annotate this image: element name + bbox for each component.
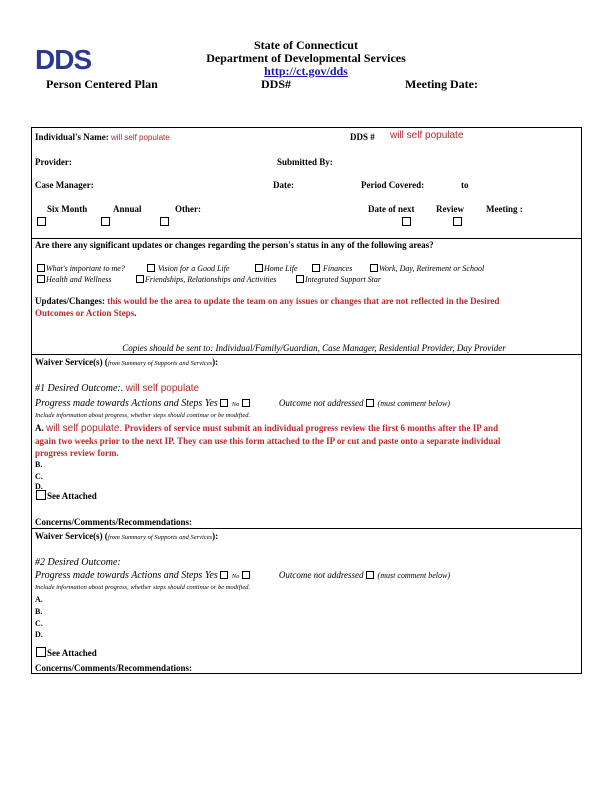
checkbox[interactable] <box>312 264 320 272</box>
area-checkbox[interactable] <box>37 275 111 284</box>
dds-number-label: DDS# <box>261 77 292 91</box>
name-value: will self populate <box>111 133 170 142</box>
not-addressed-checkbox[interactable] <box>366 571 374 579</box>
dds-logo: DDS <box>35 44 92 75</box>
divider <box>31 238 582 239</box>
area-label: Integrated Support Star <box>305 275 381 284</box>
six-month-label: Six Month <box>47 204 88 214</box>
outcome-1-title: #1 Desired Outcome:. will self populate <box>35 383 200 394</box>
dds-value[interactable]: will self populate <box>390 130 464 141</box>
state-title: State of Connecticut <box>254 38 358 52</box>
provider-label: Provider: <box>35 157 72 167</box>
step-c-2[interactable]: C. <box>35 619 43 628</box>
date-of-next-label: Date of next <box>368 204 415 214</box>
six-month-checkbox[interactable] <box>37 217 46 226</box>
department-title: Department of Developmental Services <box>206 51 406 65</box>
see-attached-checkbox[interactable] <box>36 647 46 657</box>
see-attached-1[interactable]: See Attached <box>36 490 97 501</box>
area-checkbox[interactable] <box>136 275 276 284</box>
a-note-3: progress review form. <box>35 448 119 458</box>
checkbox[interactable] <box>370 264 378 272</box>
case-manager-label: Case Manager: <box>35 180 94 190</box>
dds-website-link[interactable]: http://ct.gov/dds <box>264 64 348 78</box>
updates-line <box>35 296 499 306</box>
area-checkbox[interactable] <box>37 264 125 273</box>
concerns-label-2: Concerns/Comments/Recommendations: <box>35 663 192 673</box>
updates-line2: Outcomes or Action Steps. <box>35 308 137 318</box>
step-c-1[interactable]: C. <box>35 472 43 481</box>
updates-text: this would be the area to update the team on any issues or changes that are not reflected in the Desired <box>107 296 500 306</box>
area-label: Finances <box>323 264 353 273</box>
area-label: What's important to me? <box>46 264 125 273</box>
area-label: Friendships, Relationships and Activities <box>145 275 277 284</box>
area-checkbox[interactable] <box>255 264 298 273</box>
next-review-checkbox[interactable] <box>402 217 411 226</box>
see-attached-checkbox[interactable] <box>36 490 46 500</box>
area-label: Work, Day, Retirement or School <box>379 264 485 273</box>
not-addressed-checkbox[interactable] <box>366 399 374 407</box>
updates-text-2: Outcomes or Action Steps <box>35 308 135 318</box>
area-checkbox[interactable] <box>312 264 352 273</box>
area-label: Vision for a Good Life <box>158 264 230 273</box>
step-b-2[interactable]: B. <box>35 607 43 616</box>
copies-note: Copies should be sent to: Individual/Family/Guardian, Case Manager, Residential Provider, Day Provider <box>122 343 506 353</box>
date-label: Date: <box>273 180 294 190</box>
plan-title: Person Centered Plan <box>46 77 158 91</box>
checkbox[interactable] <box>37 264 45 272</box>
concerns-label-1: Concerns/Comments/Recommendations: <box>35 517 192 527</box>
other-label: Other: <box>175 204 201 214</box>
period-covered-label: Period Covered: <box>361 180 425 190</box>
annual-checkbox[interactable] <box>101 217 110 226</box>
area-label: Health and Wellness <box>46 275 112 284</box>
area-label: Home Life <box>264 264 298 273</box>
divider <box>31 528 582 529</box>
annual-label: Annual <box>113 204 142 214</box>
no-checkbox[interactable] <box>242 571 250 579</box>
include-note-1: Include information about progress, whether steps should continue or be modified. <box>35 412 251 419</box>
name-field[interactable] <box>35 132 170 142</box>
include-note-2: Include information about progress, whether steps should continue or be modified. <box>35 584 251 591</box>
other-checkbox[interactable] <box>160 217 169 226</box>
checkbox[interactable] <box>37 275 45 283</box>
step-a-value[interactable]: will self populate. <box>46 423 123 434</box>
a-note-2: again two weeks prior to the next IP. They can use this form attached to the IP or cut and paste onto a separate individual <box>35 436 501 446</box>
step-b-1[interactable]: B. <box>35 460 43 469</box>
meeting-label: Meeting : <box>486 204 523 214</box>
step-d-2[interactable]: D. <box>35 630 43 639</box>
see-attached-2[interactable]: See Attached <box>36 647 97 658</box>
step-d-1[interactable]: D. <box>35 482 43 491</box>
checkbox[interactable] <box>296 275 304 283</box>
area-checkbox[interactable] <box>370 264 484 273</box>
dds-label: DDS # <box>350 132 375 142</box>
progress-row-2: Progress made towards Actions and Steps Yes No Outcome not addressed (must comment below) <box>35 570 450 581</box>
area-checkbox[interactable] <box>296 275 381 284</box>
checkbox[interactable] <box>147 264 155 272</box>
updates-label: Updates/Changes: <box>35 296 106 306</box>
status-question: Are there any significant updates or changes regarding the person's status in any of the following areas? <box>35 240 434 250</box>
review-label: Review <box>436 204 464 214</box>
meeting-date-label: Meeting Date: <box>405 77 478 91</box>
no-checkbox[interactable] <box>242 399 250 407</box>
name-label: Individual's Name: <box>35 132 109 142</box>
waiver-services-2: Waiver Service(s) (from Summary of Supports and Services): <box>35 531 219 541</box>
step-a-1: A. will self populate. Providers of service must submit an individual progress review the first 6 months after the IP and <box>35 423 499 434</box>
progress-row-1: Progress made towards Actions and Steps Yes No Outcome not addressed (must comment below) <box>35 398 450 409</box>
area-checkbox[interactable] <box>147 264 229 273</box>
divider <box>31 354 582 355</box>
outcome-2-title: #2 Desired Outcome: <box>35 557 121 568</box>
yes-checkbox[interactable] <box>220 571 228 579</box>
next-meeting-checkbox[interactable] <box>453 217 462 226</box>
checkbox[interactable] <box>136 275 144 283</box>
waiver-services-1: Waiver Service(s) (from Summary of Supports and Services): <box>35 357 219 367</box>
outcome-1-value[interactable]: will self populate <box>125 383 200 394</box>
yes-checkbox[interactable] <box>220 399 228 407</box>
checkbox[interactable] <box>255 264 263 272</box>
to-label: to <box>461 180 469 190</box>
step-a-2[interactable]: A. <box>35 595 43 604</box>
submitted-by-label: Submitted By: <box>277 157 333 167</box>
